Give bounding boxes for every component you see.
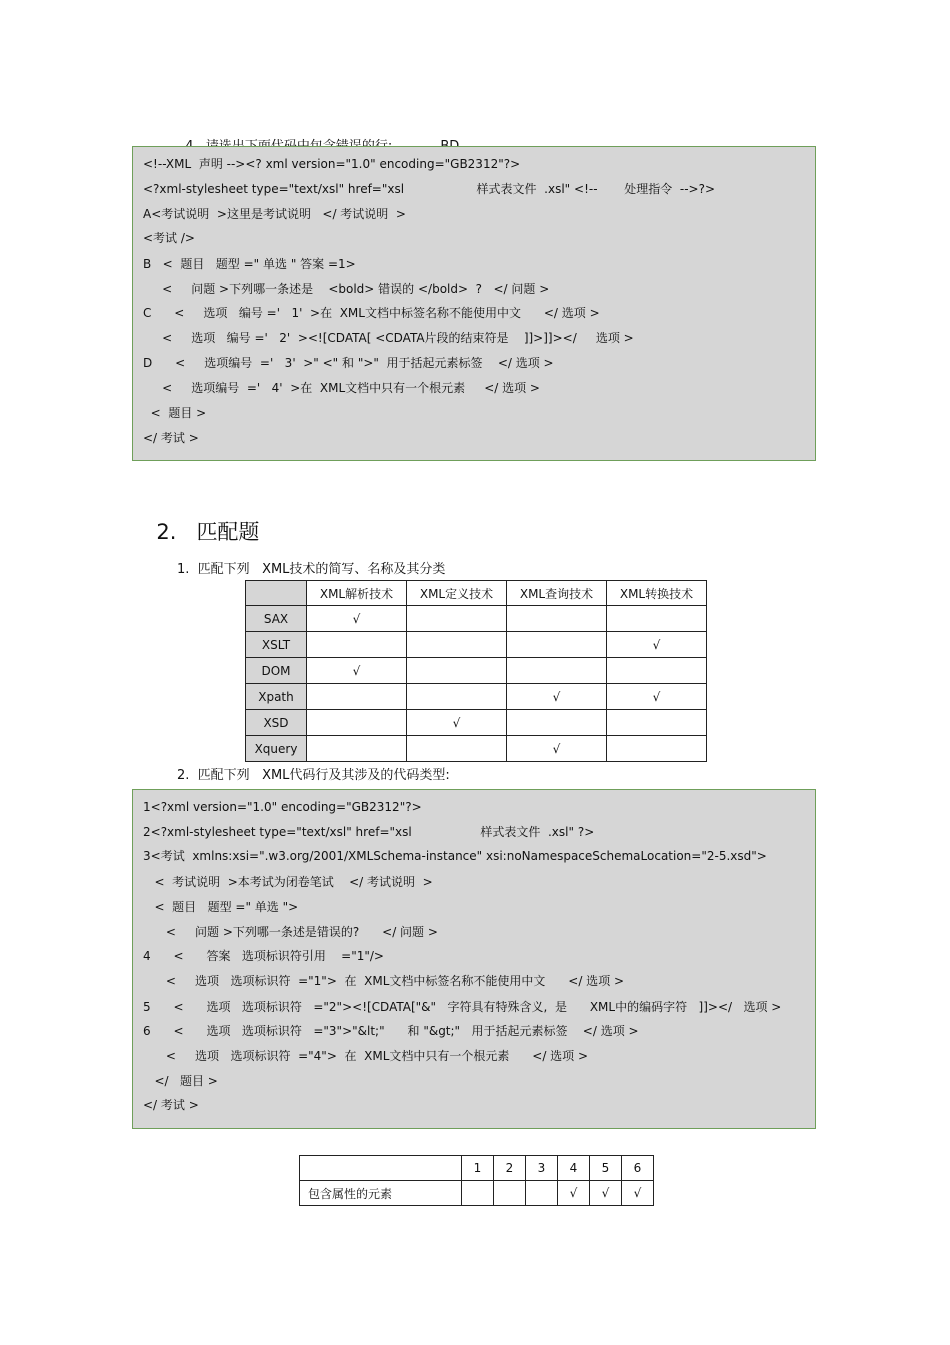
row-label: Xpath bbox=[246, 684, 307, 710]
table-cell: √ bbox=[590, 1181, 622, 1206]
table-header-row bbox=[300, 1156, 654, 1181]
table-cell: √ bbox=[307, 658, 407, 684]
table-cell bbox=[607, 710, 707, 736]
table-header: XML定义技术 bbox=[407, 581, 507, 606]
table-cell bbox=[507, 632, 607, 658]
table-cell bbox=[507, 606, 607, 632]
table-cell: √ bbox=[407, 710, 507, 736]
table-header: 1 bbox=[462, 1156, 494, 1181]
row-label: XSD bbox=[246, 710, 307, 736]
code-block-1 bbox=[132, 146, 816, 461]
table-cell bbox=[526, 1181, 558, 1206]
table-cell: √ bbox=[507, 736, 607, 762]
code-line: A<考试说明 >这里是考试说明 </ 考试说明 > bbox=[143, 207, 406, 221]
row-label: SAX bbox=[246, 606, 307, 632]
match-table-1 bbox=[245, 580, 707, 762]
code-line: 2<?xml-stylesheet type="text/xsl" href="xsl 样式表文件 .xsl" ?> bbox=[143, 825, 595, 839]
table-cell: √ bbox=[622, 1181, 654, 1206]
table-cell bbox=[407, 658, 507, 684]
code-line: 5 < 选项 选项标识符 ="2"><![CDATA["&" 字符具有特殊含义, 是 XML中的编码字符 ]]></ 选项 > bbox=[143, 1000, 782, 1014]
table-header: XML转换技术 bbox=[607, 581, 707, 606]
table-cell bbox=[494, 1181, 526, 1206]
match-question-2: 2. 匹配下列 XML代码行及其涉及的代码类型: bbox=[177, 768, 450, 783]
code-line: B < 题目 题型 =" 单选 " 答案 =1> bbox=[143, 257, 356, 271]
table-row bbox=[246, 632, 707, 658]
table-header: 4 bbox=[558, 1156, 590, 1181]
table-cell: √ bbox=[607, 632, 707, 658]
row-label: DOM bbox=[246, 658, 307, 684]
match-question-1: 1. 匹配下列 XML技术的简写、名称及其分类 bbox=[177, 562, 446, 577]
table-header-row bbox=[246, 581, 707, 606]
code-line: 1<?xml version="1.0" encoding="GB2312"?> bbox=[143, 800, 422, 814]
code-line: D < 选项编号 =' 3' >" <" 和 ">" 用于括起元素标签 </ 选项 > bbox=[143, 356, 554, 370]
code-line: 6 < 选项 选项标识符 ="3">"&lt;" 和 "&gt;" 用于括起元素标签 </ 选项 > bbox=[143, 1024, 639, 1038]
code-line: < 问题 >下列哪一条述是 <bold> 错误的 </bold> ? </ 问题 > bbox=[143, 282, 550, 296]
table-header: 6 bbox=[622, 1156, 654, 1181]
table-header: XML解析技术 bbox=[307, 581, 407, 606]
table-cell: √ bbox=[558, 1181, 590, 1206]
table-cell bbox=[307, 736, 407, 762]
table-cell bbox=[307, 684, 407, 710]
table-cell: √ bbox=[507, 684, 607, 710]
table-cell bbox=[507, 710, 607, 736]
code-line: < 题目 > bbox=[143, 406, 207, 420]
table-cell bbox=[407, 632, 507, 658]
code-line: </ 考试 > bbox=[143, 431, 199, 445]
table-cell bbox=[507, 658, 607, 684]
section-number: 2. bbox=[156, 520, 177, 544]
table-row bbox=[246, 606, 707, 632]
table-header: XML查询技术 bbox=[507, 581, 607, 606]
table-cell bbox=[307, 632, 407, 658]
code-line: < 问题 >下列哪一条述是错误的? </ 问题 > bbox=[143, 925, 438, 939]
row-label: XSLT bbox=[246, 632, 307, 658]
table-cell bbox=[607, 658, 707, 684]
code-line: < 选项 编号 =' 2' ><![CDATA[ <CDATA片段的结束符是 ]]>]]></ 选项 > bbox=[143, 331, 634, 345]
code-line: </ 考试 > bbox=[143, 1098, 199, 1112]
code-line: < 选项 选项标识符 ="1"> 在 XML文档中标签名称不能使用中文 </ 选项 > bbox=[143, 974, 625, 988]
table-row bbox=[246, 736, 707, 762]
code-line: < 选项 选项标识符 ="4"> 在 XML文档中只有一个根元素 </ 选项 > bbox=[143, 1049, 589, 1063]
table-cell bbox=[462, 1181, 494, 1206]
table-header: 2 bbox=[494, 1156, 526, 1181]
code-line: < 考试说明 >本考试为闭卷笔试 </ 考试说明 > bbox=[143, 875, 433, 889]
code-line: <?xml-stylesheet type="text/xsl" href="xsl 样式表文件 .xsl" <!-- 处理指令 -->?> bbox=[143, 182, 716, 196]
section-title: 匹配题 bbox=[196, 520, 260, 544]
table-corner bbox=[300, 1156, 462, 1181]
table-row bbox=[246, 684, 707, 710]
table-cell: √ bbox=[607, 684, 707, 710]
code-type-table bbox=[299, 1155, 654, 1206]
table-cell bbox=[407, 684, 507, 710]
section-heading bbox=[143, 492, 259, 546]
table-row bbox=[246, 658, 707, 684]
table-cell: √ bbox=[307, 606, 407, 632]
code-line: </ 题目 > bbox=[143, 1074, 218, 1088]
code-line: 3<考试 xmlns:xsi=".w3.org/2001/XMLSchema-instance" xsi:noNamespaceSchemaLocation="2-5.xsd"> bbox=[143, 849, 767, 863]
table-header: 5 bbox=[590, 1156, 622, 1181]
code-line: <考试 /> bbox=[143, 231, 195, 245]
table-cell bbox=[607, 736, 707, 762]
table-cell bbox=[407, 736, 507, 762]
table-cell bbox=[307, 710, 407, 736]
table-header: 3 bbox=[526, 1156, 558, 1181]
code-line: <!--XML 声明 --><? xml version="1.0" encoding="GB2312"?> bbox=[143, 157, 521, 171]
code-line: 4 < 答案 选项标识符引用 ="1"/> bbox=[143, 949, 384, 963]
code-line: C < 选项 编号 =' 1' >在 XML文档中标签名称不能使用中文 </ 选项 > bbox=[143, 306, 600, 320]
table-corner bbox=[246, 581, 307, 606]
row-label: 包含属性的元素 bbox=[300, 1181, 462, 1206]
table-cell bbox=[407, 606, 507, 632]
table-row bbox=[246, 710, 707, 736]
code-line: < 题目 题型 =" 单选 "> bbox=[143, 900, 299, 914]
code-block-2 bbox=[132, 789, 816, 1129]
row-label: Xquery bbox=[246, 736, 307, 762]
table-cell bbox=[607, 606, 707, 632]
table-row bbox=[300, 1181, 654, 1206]
code-line: < 选项编号 =' 4' >在 XML文档中只有一个根元素 </ 选项 > bbox=[143, 381, 540, 395]
